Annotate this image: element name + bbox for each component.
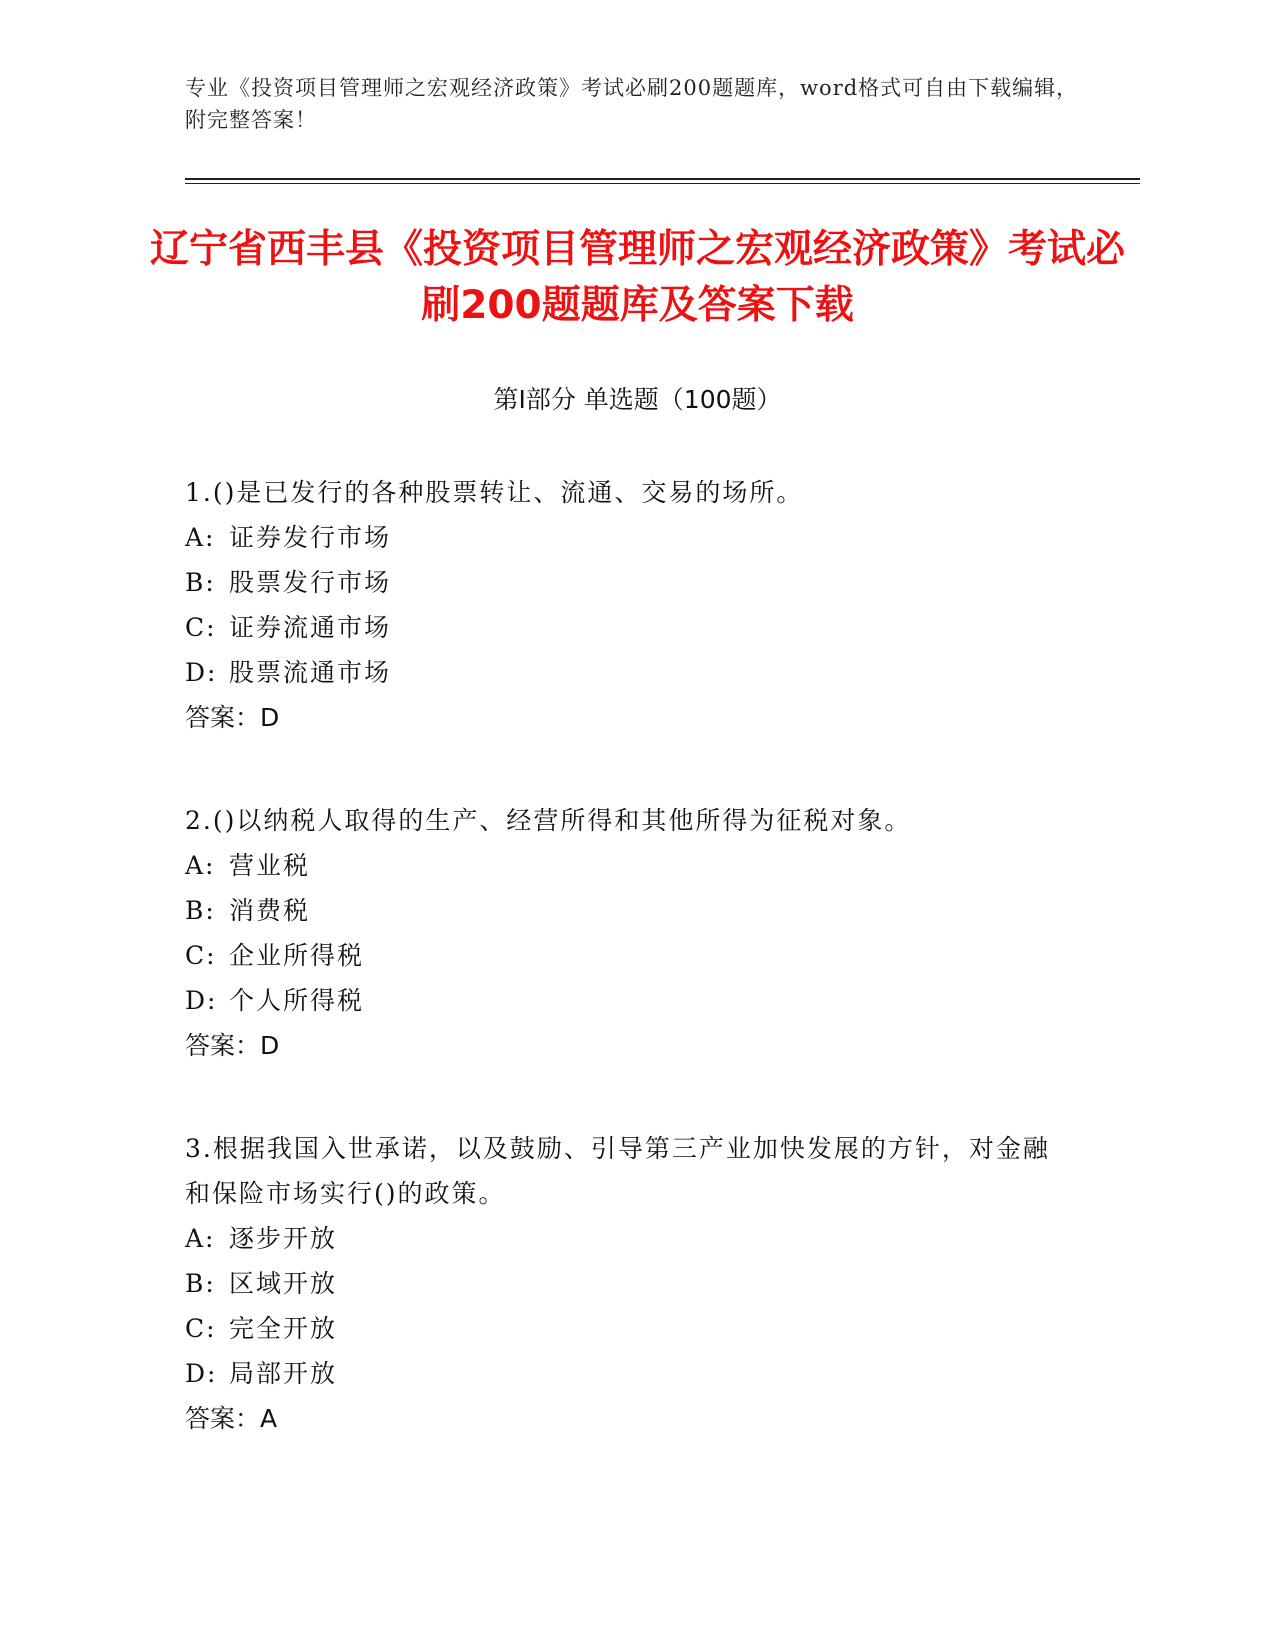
question-item [185,1126,1065,1441]
option-d [185,1351,1065,1396]
option-text: 证券发行市场 [229,523,392,552]
option-text: 消费税 [229,896,311,925]
option-d [185,650,1065,695]
question-item [185,470,1065,740]
question-stem: 3.根据我国入世承诺，以及鼓励、引导第三产业加快发展的方针，对金融和保险市场实行()的政策。 [185,1134,1050,1208]
option-c [185,933,1065,978]
option-letter: B: [185,568,216,597]
option-letter: A: [185,523,216,552]
option-letter: B: [185,1269,216,1298]
question-stem: 1.()是已发行的各种股票转让、流通、交易的场所。 [185,478,804,507]
header-note: 专业《投资项目管理师之宏观经济政策》考试必刷200题题库，word格式可自由下载编辑，附完整答案！ [185,76,1079,132]
option-letter: C: [185,941,217,970]
option-text: 股票流通市场 [229,658,392,687]
question-stem: 2.()以纳税人取得的生产、经营所得和其他所得为征税对象。 [185,806,912,835]
question-item [185,798,1065,1068]
option-letter: A: [185,851,216,880]
page-title: 辽宁省西丰县《投资项目管理师之宏观经济政策》考试必刷200题题库及答案下载 [150,227,1126,328]
option-letter: D: [185,1359,218,1388]
option-text: 局部开放 [229,1359,338,1388]
section-heading: 第Ⅰ部分 单选题（100题） [493,385,782,414]
option-text: 企业所得税 [229,941,365,970]
option-b [185,888,1065,933]
option-d [185,978,1065,1023]
option-a [185,1216,1065,1261]
option-a [185,843,1065,888]
option-text: 营业税 [229,851,311,880]
option-b [185,560,1065,605]
option-text: 个人所得税 [229,986,365,1015]
option-letter: B: [185,896,216,925]
option-letter: A: [185,1224,216,1253]
answer-line: 答案：D [185,703,280,732]
question-list [185,470,1065,1499]
option-text: 股票发行市场 [229,568,392,597]
option-text: 区域开放 [229,1269,338,1298]
header-rule-thin [185,183,1140,184]
option-letter: D: [185,658,218,687]
option-letter: D: [185,986,218,1015]
option-text: 证券流通市场 [229,613,392,642]
option-c [185,605,1065,650]
option-text: 完全开放 [229,1314,338,1343]
answer-line: 答案：A [185,1404,278,1433]
answer-line: 答案：D [185,1031,280,1060]
option-letter: C: [185,1314,217,1343]
option-a [185,515,1065,560]
option-c [185,1306,1065,1351]
option-text: 逐步开放 [229,1224,338,1253]
option-b [185,1261,1065,1306]
option-letter: C: [185,613,217,642]
header-rule-thick [185,178,1140,180]
